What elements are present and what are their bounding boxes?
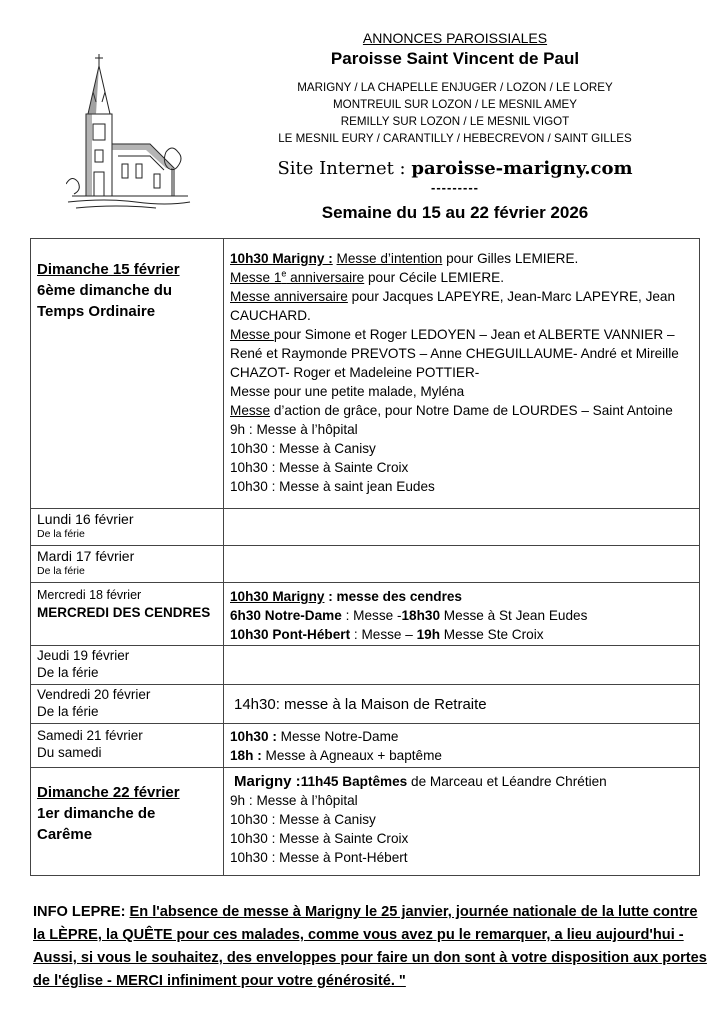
day-date: Samedi 21 février xyxy=(37,728,143,743)
event-type: Messe anniversaire xyxy=(230,289,348,304)
town-line: REMILLY SUR LOZON / LE MESNIL VIGOT xyxy=(340,115,570,128)
day-cell xyxy=(31,546,224,583)
day-liturgy: Du samedi xyxy=(37,745,102,760)
bulletin-title: ANNONCES PAROISSIALES xyxy=(362,30,548,46)
event-line xyxy=(230,268,693,287)
parish-name: Paroisse Saint Vincent de Paul xyxy=(330,49,580,68)
event-line: 9h : Messe à l’hôpital xyxy=(230,422,358,437)
day-label xyxy=(37,259,217,322)
event-type-text: anniversaire xyxy=(286,270,365,285)
event-line xyxy=(230,746,693,765)
table-row xyxy=(31,646,700,685)
event-detail: Messe à St Jean Eudes xyxy=(440,608,588,623)
event-time: 10h30 Marigny xyxy=(230,589,325,604)
event-detail: : Messe - xyxy=(341,608,402,623)
event-line xyxy=(230,287,693,325)
event-time: 19h xyxy=(416,627,441,642)
day-liturgy: De la férie xyxy=(37,528,85,540)
day-label xyxy=(37,782,217,845)
events-cell xyxy=(224,685,700,724)
event-time: 10h30 Marigny : xyxy=(230,251,333,266)
event-detail: pour Jacques LAPEYRE, Jean-Marc LAPEYRE, Jean CAUCHARD. xyxy=(230,289,676,323)
events-cell xyxy=(224,646,700,685)
table-row xyxy=(31,685,700,724)
church-illustration xyxy=(66,52,192,214)
events-cell xyxy=(224,239,700,509)
website-url[interactable]: paroisse-marigny.com xyxy=(411,158,633,179)
day-cell xyxy=(31,646,224,685)
info-text: En l'absence de messe à Marigny le 25 janvier, journée nationale de la lutte contre la LÈPRE, la QUÊTE pour ces malades, comme vous avez pu le remarquer, a lieu aujourd'hui - Aussi, si vous le souhaitez, des enveloppes pour faire un don sont à votre disposition aux portes de l'église - MERCI infiniment pour votre générosité. " xyxy=(33,904,707,989)
day-cell xyxy=(31,724,224,768)
events-cell xyxy=(224,546,700,583)
event-detail: de Marceau et Léandre Chrétien xyxy=(407,774,607,789)
event-detail: : messe des cendres xyxy=(324,589,462,604)
event-detail: Messe Notre-Dame xyxy=(276,729,399,744)
event-time: 6h30 Notre-Dame xyxy=(230,608,342,623)
event-detail: : Messe – xyxy=(350,627,417,642)
event-detail: pour Gilles LEMIERE. xyxy=(442,251,579,266)
day-liturgy: 6ème dimanche du xyxy=(37,282,173,299)
day-date: Mardi 17 février xyxy=(37,548,135,564)
event-type xyxy=(230,270,364,285)
website-line xyxy=(245,158,665,179)
event-type-text: Messe 1 xyxy=(230,270,282,285)
day-liturgy: Carême xyxy=(37,826,93,843)
event-line xyxy=(230,401,693,420)
event-line: 10h30 : Messe à Sainte Croix xyxy=(230,831,409,846)
day-date: Lundi 16 février xyxy=(37,511,134,527)
day-cell xyxy=(31,768,224,876)
table-row xyxy=(31,509,700,546)
event-line: 14h30: messe à la Maison de Retraite xyxy=(234,695,487,713)
ordinal-suffix: e xyxy=(281,268,287,279)
day-liturgy: De la férie xyxy=(37,704,99,719)
events-cell xyxy=(224,509,700,546)
events-cell xyxy=(224,768,700,876)
day-cell xyxy=(31,685,224,724)
week-heading: Semaine du 15 au 22 février 2026 xyxy=(321,203,589,222)
town-line: MARIGNY / LA CHAPELLE ENJUGER / LOZON / LE LOREY xyxy=(297,81,613,94)
day-cell xyxy=(31,583,224,646)
table-row xyxy=(31,239,700,509)
event-line xyxy=(230,625,693,644)
event-line xyxy=(230,727,693,746)
event-line: 9h : Messe à l’hôpital xyxy=(230,793,358,808)
event-line xyxy=(230,772,693,791)
event-line: 10h30 : Messe à saint jean Eudes xyxy=(230,479,435,494)
day-liturgy: 1er dimanche de xyxy=(37,805,156,822)
event-line: Messe pour une petite malade, Myléna xyxy=(230,384,465,399)
event-detail: pour Cécile LEMIERE. xyxy=(364,270,504,285)
schedule-table xyxy=(30,238,700,876)
event-line xyxy=(230,249,693,268)
event-time: Marigny : xyxy=(234,773,301,790)
day-liturgy: Temps Ordinaire xyxy=(37,303,156,320)
day-cell xyxy=(31,239,224,509)
event-line xyxy=(230,325,693,382)
day-cell xyxy=(31,509,224,546)
table-row xyxy=(31,768,700,876)
event-time: 10h30 : xyxy=(230,729,277,744)
event-detail: Messe Ste Croix xyxy=(440,627,544,642)
day-date: Jeudi 19 février xyxy=(37,648,130,663)
events-cell xyxy=(224,583,700,646)
day-liturgy: De la férie xyxy=(37,565,85,577)
event-type: Messe xyxy=(230,403,271,418)
town-list xyxy=(245,79,665,147)
event-line xyxy=(230,606,693,625)
event-line: 10h30 : Messe à Canisy xyxy=(230,812,376,827)
table-row xyxy=(31,724,700,768)
event-time: 18h : xyxy=(230,748,262,763)
event-line: 10h30 : Messe à Canisy xyxy=(230,441,376,456)
events-cell xyxy=(224,724,700,768)
website-label: Site Internet : xyxy=(277,158,406,179)
table-row xyxy=(31,546,700,583)
day-date: Dimanche 22 février xyxy=(37,784,180,801)
town-line: LE MESNIL EURY / CARANTILLY / HEBECREVON / SAINT GILLES xyxy=(278,132,632,145)
day-date: Vendredi 20 février xyxy=(37,687,151,702)
day-date: Mercredi 18 février xyxy=(37,588,142,602)
info-lepre xyxy=(33,901,713,993)
event-time: 11h45 Baptêmes xyxy=(300,774,408,789)
event-line xyxy=(230,587,693,606)
event-type: Messe d’intention xyxy=(336,251,443,266)
info-label: INFO LEPRE: xyxy=(33,904,126,920)
event-detail: pour Simone et Roger LEDOYEN – Jean et ALBERTE VANNIER – René et Raymonde PREVOTS – Anne CHEGUILLAUME- André et Mireille CHAZOT- Roger et Madeleine POTTIER- xyxy=(230,327,679,380)
town-line: MONTREUIL SUR LOZON / LE MESNIL AMEY xyxy=(333,98,577,111)
day-liturgy: MERCREDI DES CENDRES xyxy=(37,605,211,620)
day-date: Dimanche 15 février xyxy=(37,261,180,278)
day-liturgy: De la férie xyxy=(37,665,99,680)
table-row xyxy=(31,583,700,646)
event-time: 10h30 Pont-Hébert xyxy=(230,627,351,642)
event-line: 10h30 : Messe à Sainte Croix xyxy=(230,460,409,475)
header-divider: --------- xyxy=(431,180,479,195)
event-detail: d’action de grâce, pour Notre Dame de LOURDES – Saint Antoine xyxy=(270,403,673,418)
event-time: 18h30 xyxy=(401,608,441,623)
event-line: 10h30 : Messe à Pont-Hébert xyxy=(230,850,408,865)
event-detail: Messe à Agneaux + baptême xyxy=(261,748,442,763)
event-type: Messe xyxy=(230,327,274,342)
